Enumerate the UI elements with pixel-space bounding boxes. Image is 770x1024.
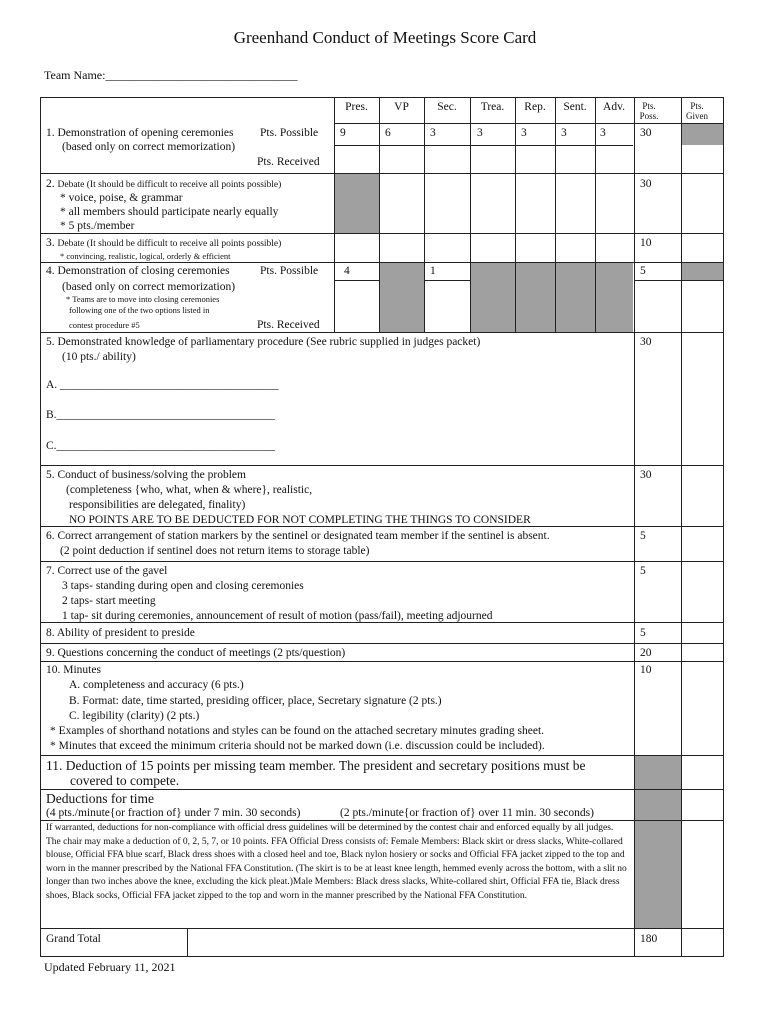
- team-name-field[interactable]: Team Name:________________________________: [44, 68, 298, 82]
- item1-pts-possible: Pts. Possible: [260, 127, 319, 139]
- item3-title: Debate (It should be difficult to receive all points possible): [57, 239, 282, 249]
- item2-bullet: * all members should participate nearly equally: [60, 206, 279, 218]
- item4-note: * Teams are to move into closing ceremonies: [66, 294, 220, 304]
- updated-date: Updated February 11, 2021: [44, 960, 176, 974]
- item2-bullet: * voice, poise, & grammar: [60, 192, 183, 204]
- item1-title: 1. Demonstration of opening ceremonies: [46, 127, 234, 139]
- header-adv: Adv.: [603, 101, 625, 113]
- item8-pts-poss: 5: [640, 627, 646, 639]
- item5a-pts-poss: 30: [640, 336, 652, 348]
- item1-rep-value: 3: [521, 127, 527, 139]
- item5b-line: (completeness {who, what, when & where}, realistic,: [66, 484, 313, 496]
- shaded-cell: [515, 262, 555, 332]
- item9-title: 9. Questions concerning the conduct of meetings (2 pts/question): [46, 647, 346, 659]
- item7-line: 2 taps- start meeting: [62, 595, 156, 607]
- shaded-cell: [470, 262, 515, 332]
- item5a-subtitle: (10 pts./ ability): [62, 351, 136, 363]
- item1-vp-value: 6: [385, 127, 391, 139]
- item1-sent-value: 3: [561, 127, 567, 139]
- item1-pts-poss: 30: [640, 127, 652, 139]
- item1-sec-value: 3: [430, 127, 436, 139]
- header-pts-given-line: Given: [686, 111, 708, 121]
- deductions-time-over: (2 pts./minute{or fraction of} over 11 min. 30 seconds): [340, 807, 594, 819]
- item5a-line-a[interactable]: A. ______________________________________: [46, 379, 279, 391]
- shaded-cell: [681, 262, 723, 280]
- header-pts-poss-line: Pts.: [642, 101, 656, 111]
- header-pres: Pres.: [345, 101, 368, 113]
- header-trea: Trea.: [480, 101, 505, 113]
- item1-subtitle: (based only on correct memorization): [62, 141, 236, 153]
- item5b-line: responsibilities are delegated, finality): [69, 499, 246, 511]
- item11-line: 11. Deduction of 15 points per missing team member. The president and secretary positions must be: [46, 758, 586, 773]
- item5a-title: 5. Demonstrated knowledge of parliamentary procedure (See rubric supplied in judges packet): [46, 336, 481, 348]
- item4-subtitle: (based only on correct memorization): [62, 281, 236, 293]
- shaded-cell: [634, 755, 681, 789]
- item6-line: (2 point deduction if sentinel does not return items to storage table): [60, 545, 370, 557]
- item10-line: * Examples of shorthand notations and styles can be found on the attached secretary minutes grading sheet.: [50, 725, 545, 737]
- item9-pts-poss: 20: [640, 647, 652, 659]
- item4-pts-received: Pts. Received: [257, 319, 320, 331]
- item5b-line: NO POINTS ARE TO BE DEDUCTED FOR NOT COMPLETING THE THINGS TO CONSIDER: [69, 514, 531, 526]
- header-pts-poss: [634, 101, 664, 121]
- item4-sec-value: 1: [430, 265, 436, 277]
- item2-title: Debate (It should be difficult to receive all points possible): [57, 180, 282, 190]
- item5a-line-b[interactable]: B.______________________________________: [46, 409, 276, 421]
- item2-number: 2.: [46, 178, 58, 190]
- item4-note: contest procedure #5: [69, 320, 140, 330]
- item3-number: 3.: [46, 237, 58, 249]
- item10-pts-poss: 10: [640, 664, 652, 676]
- item10-line: * Minutes that exceed the minimum criteria should not be marked down (i.e. discussion could be included).: [50, 740, 545, 752]
- item10-line: C. legibility (clarity) (2 pts.): [69, 710, 200, 722]
- shaded-cell: [334, 173, 379, 233]
- header-sec: Sec.: [437, 101, 457, 113]
- deductions-time-title: Deductions for time: [46, 791, 154, 806]
- item5b-pts-poss: 30: [640, 469, 652, 481]
- item2-bullet: * 5 pts./member: [60, 220, 135, 232]
- item6-line: 6. Correct arrangement of station markers by the sentinel or designated team member if the sentinel is absent.: [46, 530, 550, 542]
- item5a-line-c[interactable]: C.______________________________________: [46, 440, 276, 452]
- item4-pres-value: 4: [344, 265, 350, 277]
- item4-title: 4. Demonstration of closing ceremonies: [46, 265, 230, 277]
- item6-pts-poss: 5: [640, 530, 646, 542]
- header-vp: VP: [394, 101, 409, 113]
- shaded-cell: [634, 820, 681, 928]
- item10-line: B. Format: date, time started, presiding officer, place, Secretary signature (2 pts.): [69, 695, 442, 707]
- item4-pts-possible: Pts. Possible: [260, 265, 319, 277]
- item3-bullet: * convincing, realistic, logical, orderly & efficient: [60, 251, 231, 261]
- shaded-cell: [379, 262, 424, 332]
- grand-total-label: Grand Total: [46, 933, 101, 945]
- shaded-cell: [555, 262, 595, 332]
- grand-total-poss: 180: [640, 933, 658, 945]
- item7-line: 3 taps- standing during open and closing ceremonies: [62, 580, 304, 592]
- header-pts-poss-line: Poss.: [639, 111, 659, 121]
- deductions-time-under: (4 pts./minute{or fraction of} under 7 min. 30 seconds): [46, 807, 301, 819]
- item1-adv-value: 3: [600, 127, 606, 139]
- item10-line: A. completeness and accuracy (6 pts.): [69, 679, 244, 691]
- item3-pts-poss: 10: [640, 237, 652, 249]
- item11-line: covered to compete.: [70, 773, 180, 788]
- page-title: Greenhand Conduct of Meetings Score Card: [233, 28, 537, 47]
- item4-pts-poss: 5: [640, 265, 646, 277]
- item7-pts-poss: 5: [640, 565, 646, 577]
- shaded-cell: [595, 262, 633, 332]
- item2-pts-poss: 30: [640, 178, 652, 190]
- header-pts-given: [681, 101, 713, 121]
- item4-note: following one of the two options listed in: [69, 305, 210, 315]
- item1-pres-value: 9: [340, 127, 346, 139]
- item1-pts-received: Pts. Received: [257, 156, 320, 168]
- item5b-line: 5. Conduct of business/solving the problem: [46, 469, 246, 481]
- shaded-cell: [634, 789, 681, 820]
- item7-line: 7. Correct use of the gavel: [46, 565, 168, 577]
- item10-line: 10. Minutes: [46, 664, 101, 676]
- dress-deduction-text: If warranted, deductions for non-compliance with official dress guidelines will be determined by the contest chair and enforced equally by all judges. The chair may make a deduction of 0, 2, 5, 7, or 10 points. FFA Official Dress consists of: Female Members: Black skirt or dress slacks, White-collared blouse, Official FFA blue scarf, Black dress shoes with a closed heel and toe, Black nylon hosiery or socks and Official FFA jacket zipped to the top and worn in the manner prescribed by the National FFA Constitution. (The skirt is to be at least knee length, hemmed evenly across the bottom, with a slit no longer than two inches above the knee, excluding the kick pleat.)Male Members: Black dress slacks, White-collared shirt, Official FFA tie, Black dress shoes, Black socks, Official FFA jacket zipped to the top and worn in the manner prescribed by the National FFA Constitution.: [46, 823, 627, 901]
- item7-line: 1 tap- sit during ceremonies, announcement of result of motion (pass/fail), meeting adjourned: [62, 610, 493, 622]
- header-pts-given-line: Pts.: [690, 101, 704, 111]
- header-rep: Rep.: [524, 101, 546, 113]
- shaded-cell: [681, 123, 723, 145]
- item8-title: 8. Ability of president to preside: [46, 627, 195, 639]
- header-sent: Sent.: [563, 101, 587, 113]
- item1-trea-value: 3: [477, 127, 483, 139]
